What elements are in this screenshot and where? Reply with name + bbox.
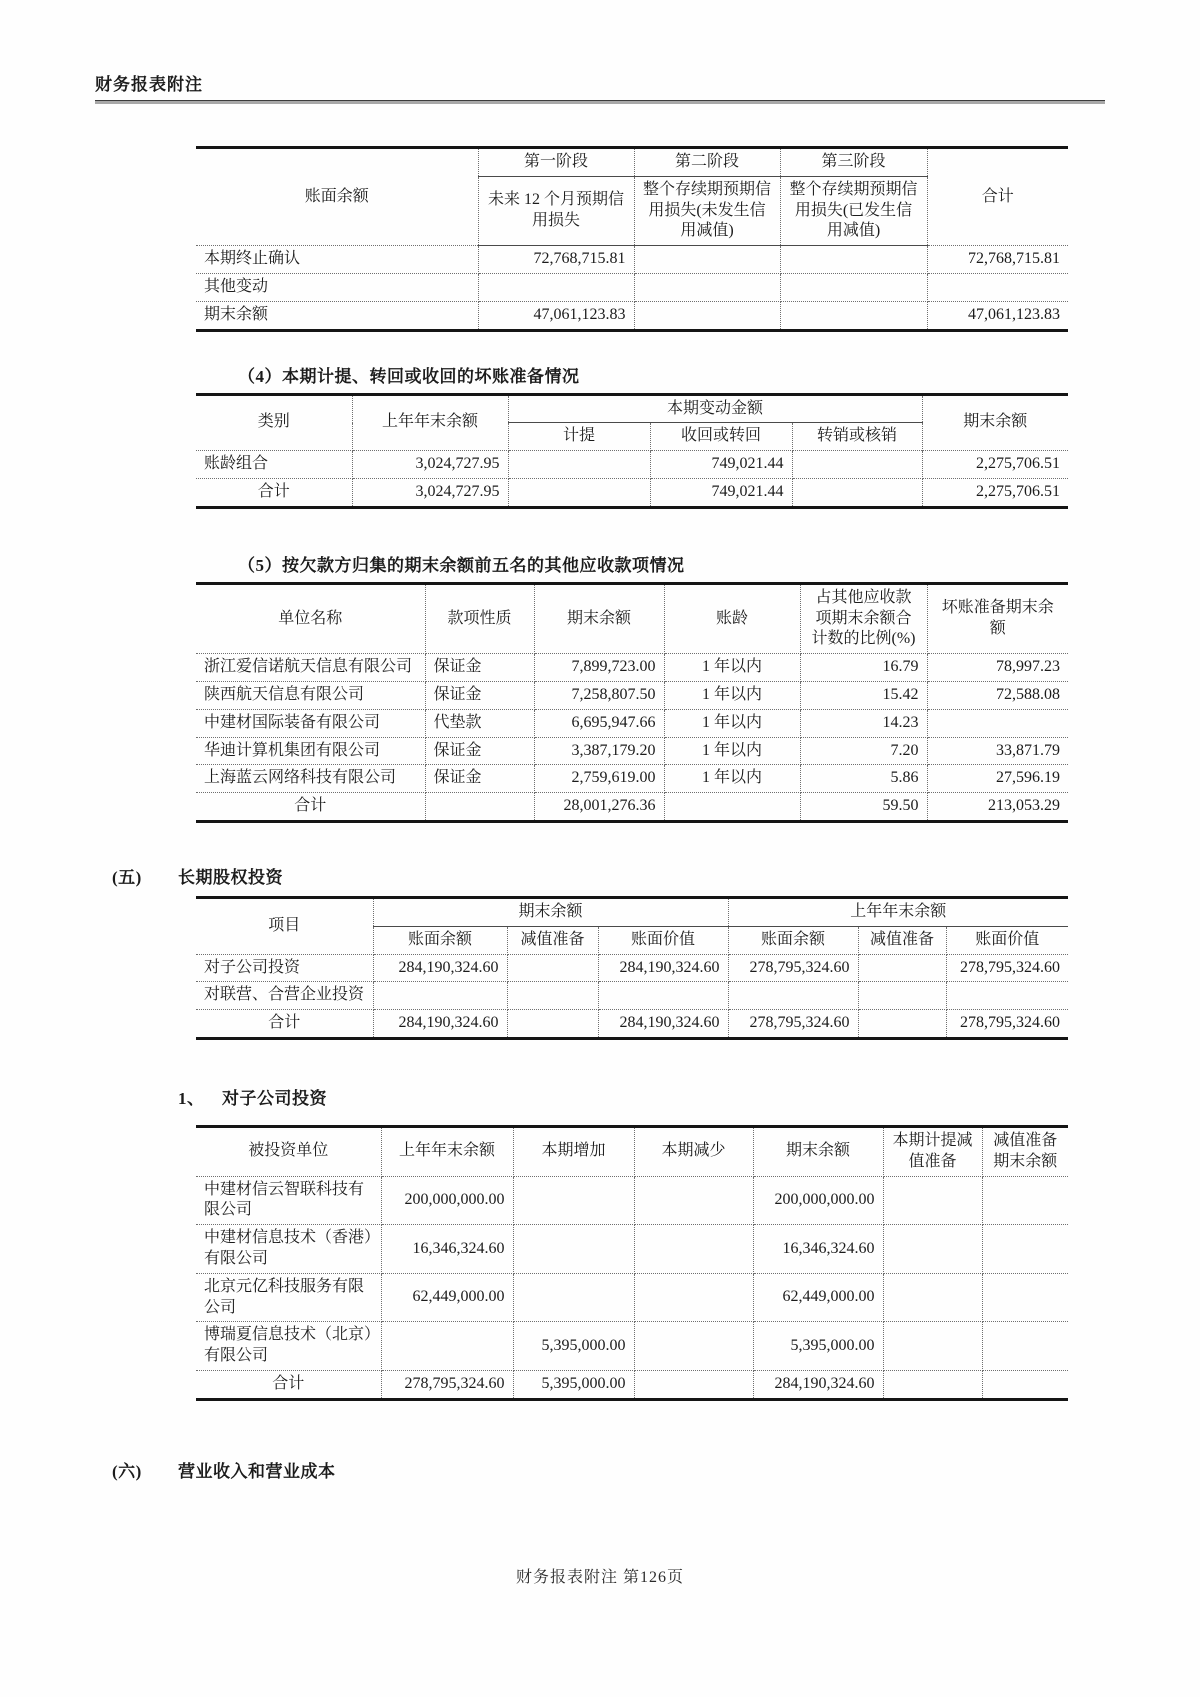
cell-value — [634, 1176, 753, 1225]
cell-value: 284,190,324.60 — [373, 954, 507, 982]
header-cell: 本期计提减值准备 — [883, 1126, 982, 1176]
row-label: 合计 — [196, 793, 425, 822]
cell-value: 59.50 — [800, 793, 927, 822]
row-label: 华迪计算机集团有限公司 — [196, 737, 425, 765]
cell-value: 278,795,324.60 — [946, 1010, 1068, 1039]
header-cell: 账面余额 — [196, 148, 478, 246]
cell-value — [927, 709, 1068, 737]
row-label: 合计 — [196, 1370, 381, 1399]
cell-value: 284,190,324.60 — [598, 954, 728, 982]
cell-value: 200,000,000.00 — [753, 1176, 883, 1225]
section-title: 长期股权投资 — [178, 867, 283, 887]
cell-value: 78,997.23 — [927, 654, 1068, 682]
cell-value: 15.42 — [800, 681, 927, 709]
header-cell: 坏账准备期末余额 — [927, 583, 1068, 653]
cell-value: 保证金 — [425, 737, 534, 765]
section-title: 营业收入和营业成本 — [178, 1461, 336, 1481]
section-number: (六) — [112, 1461, 142, 1481]
header-cell: 整个存续期预期信用损失(未发生信用减值) — [634, 176, 780, 245]
cell-value: 3,387,179.20 — [534, 737, 664, 765]
cell-value — [507, 954, 598, 982]
cell-value — [780, 273, 927, 301]
cell-value: 2,275,706.51 — [922, 451, 1068, 479]
cell-value — [634, 1225, 753, 1274]
table-row — [196, 301, 1068, 330]
cell-value: 1 年以内 — [664, 709, 800, 737]
cell-value: 5,395,000.00 — [513, 1370, 634, 1399]
cell-value — [425, 793, 534, 822]
cell-value: 72,768,715.81 — [927, 246, 1068, 274]
header-cell: 期末余额 — [922, 394, 1068, 451]
cell-value — [982, 1225, 1068, 1274]
cell-value: 749,021.44 — [650, 451, 792, 479]
cell-value — [858, 954, 946, 982]
header-cell: 本期变动金额 — [508, 394, 922, 423]
table-row — [196, 654, 1068, 682]
cell-value — [507, 982, 598, 1010]
cell-value — [780, 301, 927, 330]
cell-value — [634, 246, 780, 274]
ecl-stage-table — [196, 146, 1068, 332]
header-cell: 上年年末余额 — [381, 1126, 513, 1176]
section-number: (五) — [112, 867, 142, 887]
header-cell: 项目 — [196, 897, 373, 954]
cell-value: 278,795,324.60 — [728, 954, 858, 982]
table-header-row — [196, 148, 1068, 177]
header-cell: 减值准备期末余额 — [982, 1126, 1068, 1176]
cell-value: 278,795,324.60 — [728, 1010, 858, 1039]
header-cell: 期末余额 — [373, 897, 728, 926]
table-row — [196, 1176, 1068, 1225]
table-row — [196, 982, 1068, 1010]
cell-value — [792, 478, 922, 507]
cell-value — [982, 1273, 1068, 1322]
cell-value: 1 年以内 — [664, 765, 800, 793]
cell-value — [946, 982, 1068, 1010]
section-1-heading — [178, 1084, 1105, 1109]
cell-value: 47,061,123.83 — [927, 301, 1068, 330]
header-cell: 本期增加 — [513, 1126, 634, 1176]
cell-value — [883, 1225, 982, 1274]
header-cell: 转销或核销 — [792, 423, 922, 451]
cell-value: 7.20 — [800, 737, 927, 765]
top5-receivables-table — [196, 582, 1068, 823]
cell-value — [507, 1010, 598, 1039]
table-row — [196, 1322, 1068, 1371]
cell-value: 27,596.19 — [927, 765, 1068, 793]
cell-value — [373, 982, 507, 1010]
section-liu-heading — [95, 1457, 1105, 1482]
cell-value: 16,346,324.60 — [753, 1225, 883, 1274]
row-label: 账龄组合 — [196, 451, 352, 479]
table-total-row — [196, 1370, 1068, 1399]
cell-value: 保证金 — [425, 681, 534, 709]
cell-value: 7,258,807.50 — [534, 681, 664, 709]
cell-value: 14.23 — [800, 709, 927, 737]
cell-value — [634, 301, 780, 330]
cell-value — [883, 1370, 982, 1399]
cell-value: 284,190,324.60 — [753, 1370, 883, 1399]
cell-value — [858, 1010, 946, 1039]
table-header-row — [196, 1126, 1068, 1176]
cell-value: 200,000,000.00 — [381, 1176, 513, 1225]
header-cell: 未来 12 个月预期信用损失 — [478, 176, 634, 245]
cell-value — [728, 982, 858, 1010]
cell-value — [513, 1176, 634, 1225]
cell-value — [513, 1273, 634, 1322]
cell-value: 1 年以内 — [664, 681, 800, 709]
cell-value: 749,021.44 — [650, 478, 792, 507]
table-row — [196, 246, 1068, 274]
header-cell: 类别 — [196, 394, 352, 451]
cell-value: 6,695,947.66 — [534, 709, 664, 737]
row-label: 本期终止确认 — [196, 246, 478, 274]
row-label: 其他变动 — [196, 273, 478, 301]
table-row — [196, 765, 1068, 793]
header-cell: 上年年末余额 — [352, 394, 508, 451]
table-row — [196, 709, 1068, 737]
section-5-heading: （5）按欠款方归集的期末余额前五名的其他应收款项情况 — [238, 555, 685, 575]
cell-value: 284,190,324.60 — [373, 1010, 507, 1039]
cell-value — [478, 273, 634, 301]
row-label: 北京元亿科技服务有限公司 — [196, 1273, 381, 1322]
table-row — [196, 1225, 1068, 1274]
table-header-row — [196, 897, 1068, 926]
cell-value: 213,053.29 — [927, 793, 1068, 822]
cell-value: 2,275,706.51 — [922, 478, 1068, 507]
cell-value: 5.86 — [800, 765, 927, 793]
header-cell: 单位名称 — [196, 583, 425, 653]
cell-value — [982, 1176, 1068, 1225]
cell-value: 2,759,619.00 — [534, 765, 664, 793]
table-header-row — [196, 583, 1068, 653]
cell-value: 62,449,000.00 — [753, 1273, 883, 1322]
row-label: 中建材信息技术（香港）有限公司 — [196, 1225, 381, 1274]
header-cell: 整个存续期预期信用损失(已发生信用减值) — [780, 176, 927, 245]
cell-value: 代垫款 — [425, 709, 534, 737]
cell-value — [883, 1176, 982, 1225]
cell-value: 62,449,000.00 — [381, 1273, 513, 1322]
cell-value — [598, 982, 728, 1010]
table-row — [196, 954, 1068, 982]
header-cell: 账龄 — [664, 583, 800, 653]
cell-value: 278,795,324.60 — [381, 1370, 513, 1399]
row-label: 博瑞夏信息技术（北京）有限公司 — [196, 1322, 381, 1371]
header-cell: 被投资单位 — [196, 1126, 381, 1176]
cell-value: 保证金 — [425, 654, 534, 682]
cell-value — [664, 793, 800, 822]
cell-value: 72,588.08 — [927, 681, 1068, 709]
header-rule — [95, 100, 1105, 104]
cell-value: 保证金 — [425, 765, 534, 793]
section-4-heading: （4）本期计提、转回或收回的坏账准备情况 — [238, 366, 580, 386]
header-cell: 款项性质 — [425, 583, 534, 653]
cell-value: 278,795,324.60 — [946, 954, 1068, 982]
cell-value: 5,395,000.00 — [753, 1322, 883, 1371]
section-title: 对子公司投资 — [222, 1088, 327, 1108]
section-number: 1、 — [178, 1088, 205, 1108]
row-label: 陕西航天信息有限公司 — [196, 681, 425, 709]
table-header-row — [196, 394, 1068, 423]
row-label: 中建材信云智联科技有限公司 — [196, 1176, 381, 1225]
header-cell: 第一阶段 — [478, 148, 634, 177]
header-cell: 期末余额 — [534, 583, 664, 653]
cell-value — [883, 1322, 982, 1371]
cell-value: 7,899,723.00 — [534, 654, 664, 682]
header-cell: 账面余额 — [728, 926, 858, 954]
table-total-row — [196, 1010, 1068, 1039]
cell-value: 1 年以内 — [664, 654, 800, 682]
cell-value — [508, 478, 650, 507]
cell-value: 33,871.79 — [927, 737, 1068, 765]
cell-value — [513, 1225, 634, 1274]
cell-value — [634, 273, 780, 301]
header-cell: 上年年末余额 — [728, 897, 1068, 926]
header-cell: 减值准备 — [858, 926, 946, 954]
section-wu-heading — [95, 863, 1105, 888]
page-header-title: 财务报表附注 — [95, 75, 203, 94]
cell-value — [982, 1322, 1068, 1371]
cell-value: 72,768,715.81 — [478, 246, 634, 274]
subsidiary-investment-table — [196, 1125, 1068, 1401]
cell-value — [927, 273, 1068, 301]
cell-value — [634, 1322, 753, 1371]
header-cell: 第三阶段 — [780, 148, 927, 177]
cell-value — [381, 1322, 513, 1371]
row-label: 对联营、合营企业投资 — [196, 982, 373, 1010]
header-cell: 收回或转回 — [650, 423, 792, 451]
cell-value: 16,346,324.60 — [381, 1225, 513, 1274]
row-label: 中建材国际装备有限公司 — [196, 709, 425, 737]
row-label: 上海蓝云网络科技有限公司 — [196, 765, 425, 793]
header-cell: 减值准备 — [507, 926, 598, 954]
cell-value: 3,024,727.95 — [352, 451, 508, 479]
long-term-equity-table — [196, 896, 1068, 1040]
header-cell: 第二阶段 — [634, 148, 780, 177]
row-label: 期末余额 — [196, 301, 478, 330]
cell-value: 5,395,000.00 — [513, 1322, 634, 1371]
bad-debt-provision-table — [196, 393, 1068, 509]
table-row — [196, 681, 1068, 709]
cell-value — [982, 1370, 1068, 1399]
table-row — [196, 737, 1068, 765]
header-cell: 占其他应收款项期末余额合计数的比例(%) — [800, 583, 927, 653]
cell-value — [634, 1370, 753, 1399]
header-cell: 合计 — [927, 148, 1068, 246]
table-row — [196, 451, 1068, 479]
cell-value — [858, 982, 946, 1010]
cell-value: 1 年以内 — [664, 737, 800, 765]
header-cell: 本期减少 — [634, 1126, 753, 1176]
table-total-row — [196, 478, 1068, 507]
header-cell: 账面价值 — [598, 926, 728, 954]
header-cell: 期末余额 — [753, 1126, 883, 1176]
row-label: 合计 — [196, 478, 352, 507]
row-label: 浙江爱信诺航天信息有限公司 — [196, 654, 425, 682]
cell-value: 28,001,276.36 — [534, 793, 664, 822]
row-label: 对子公司投资 — [196, 954, 373, 982]
cell-value — [780, 246, 927, 274]
cell-value: 16.79 — [800, 654, 927, 682]
table-row — [196, 1273, 1068, 1322]
header-cell: 计提 — [508, 423, 650, 451]
cell-value — [634, 1273, 753, 1322]
cell-value — [508, 451, 650, 479]
table-row — [196, 273, 1068, 301]
cell-value — [792, 451, 922, 479]
row-label: 合计 — [196, 1010, 373, 1039]
table-total-row — [196, 793, 1068, 822]
header-cell: 账面价值 — [946, 926, 1068, 954]
header-cell: 账面余额 — [373, 926, 507, 954]
cell-value — [883, 1273, 982, 1322]
page-footer: 财务报表附注 第126页 — [515, 1569, 684, 1586]
cell-value: 47,061,123.83 — [478, 301, 634, 330]
cell-value: 284,190,324.60 — [598, 1010, 728, 1039]
cell-value: 3,024,727.95 — [352, 478, 508, 507]
